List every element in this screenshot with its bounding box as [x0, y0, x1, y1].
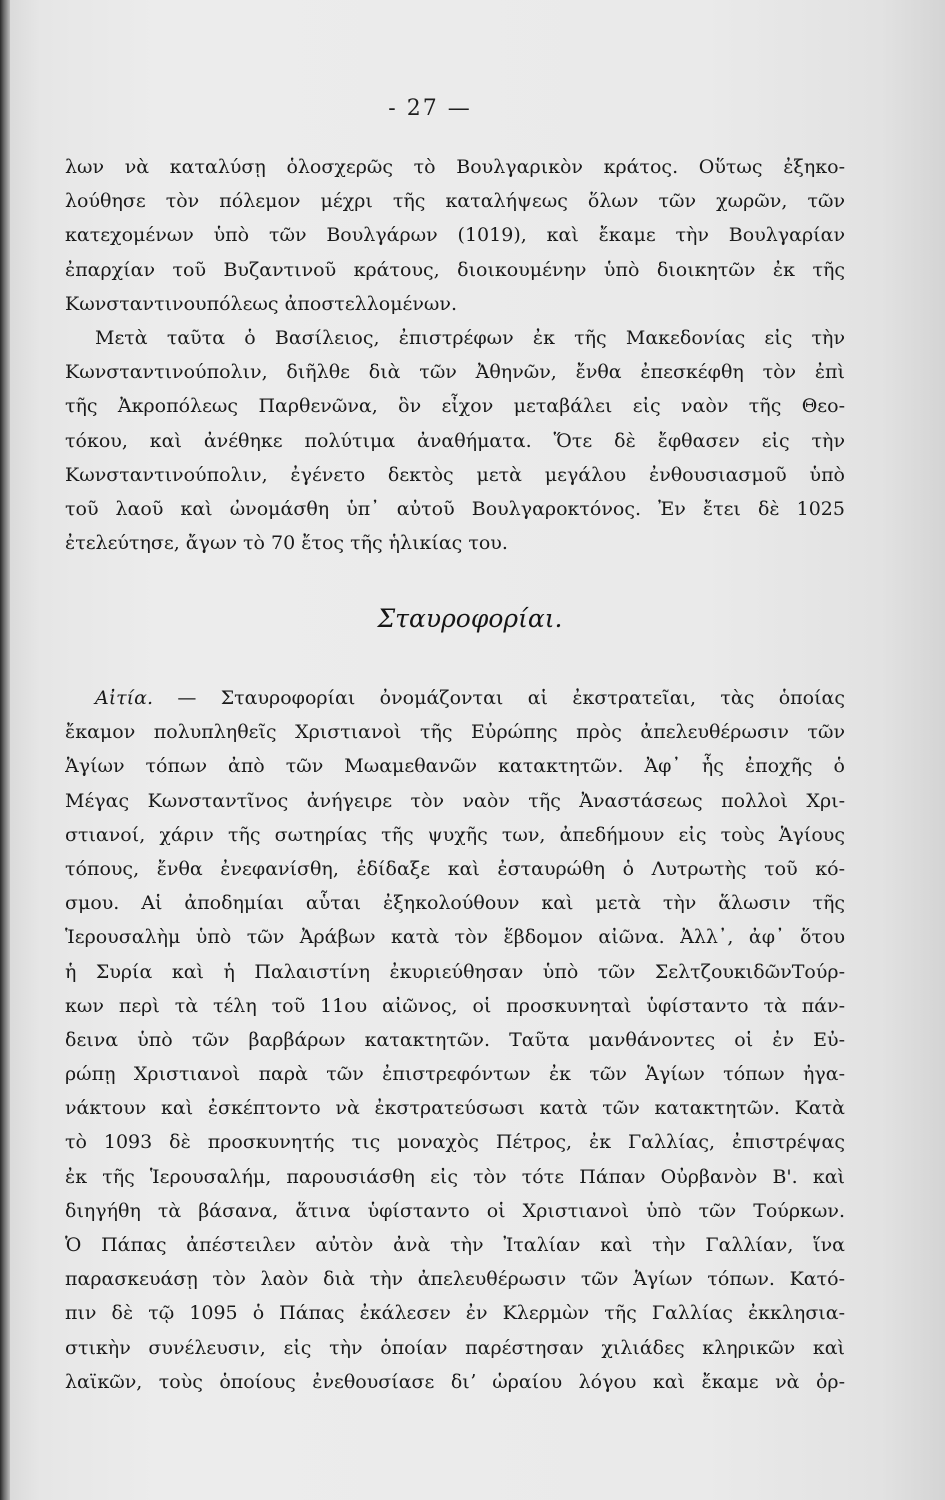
text-line: Κωνσταντινούπολιν, ἐγένετο δεκτὸς μετὰ μεγάλου ἐνθουσιασμοῦ ὑπὸ	[65, 463, 845, 486]
text-line: τόκου, καὶ ἀνέθηκε πολύτιμα ἀναθήματα. Ὅτε δὲ ἔφθασεν εἰς τὴν	[65, 429, 845, 452]
text-line: τόπους, ἔνθα ἐνεφανίσθη, ἐδίδαξε καὶ ἐσταυρώθη ὁ Λυτρωτὴς τοῦ κό-	[65, 857, 845, 880]
text-line: Ἱερουσαλὴμ ὑπὸ τῶν Ἀράβων κατὰ τὸν ἕβδομον αἰῶνα. Ἀλλ᾽, ἀφ᾽ ὅτου	[65, 926, 845, 949]
paragraph-lead-word: Αἰτία.	[95, 687, 154, 709]
text-line: Μέγας Κωνσταντῖνος ἀνήγειρε τὸν ναὸν τῆς Ἀναστάσεως πολλοὶ Χρι-	[65, 789, 845, 812]
text-line: σμου. Αἱ ἀποδημίαι αὗται ἐξηκολούθουν καὶ μετὰ τὴν ἅλωσιν τῆς	[65, 892, 845, 915]
text-line: διηγήθη τὰ βάσανα, ἅτινα ὑφίσταντο οἱ Χριστιανοὶ ὑπὸ τῶν Τούρκων.	[65, 1199, 845, 1222]
text-line: κατεχομένων ὑπὸ τῶν Βουλγάρων (1019), καὶ ἔκαμε τὴν Βουλγαρίαν	[65, 224, 845, 247]
page-gutter-shadow	[0, 0, 10, 1500]
paragraph-crusades-cause	[65, 681, 845, 1399]
text-line: λων νὰ καταλύσῃ ὁλοσχερῶς τὸ Βουλγαρικὸν κράτος. Οὕτως ἐξηκο-	[65, 156, 845, 178]
text-line: Κωνσταντινούπολιν, διῆλθε διὰ τῶν Ἀθηνῶν, ἔνθα ἐπεσκέφθη τὸν ἐπὶ	[65, 361, 845, 384]
text-line: Ὁ Πάπας ἀπέστειλεν αὐτὸν ἀνὰ τὴν Ἰταλίαν καὶ τὴν Γαλλίαν, ἵνα	[65, 1234, 845, 1256]
text-line: δεινα ὑπὸ τῶν βαρβάρων κατακτητῶν. Ταῦτα μανθάνοντες οἱ ἐν Εὐ-	[65, 1028, 845, 1051]
paragraph-basil-conquest	[65, 150, 845, 560]
text-line: ἡ Συρία καὶ ἡ Παλαιστίνη ἐκυριεύθησαν ὑπὸ τῶν ΣελτζουκιδῶνΤούρ-	[65, 960, 845, 983]
text-line: πιν δὲ τῷ 1095 ὁ Πάπας ἐκάλεσεν ἐν Κλερμὼν τῆς Γαλλίας ἐκκλησια-	[65, 1302, 845, 1325]
text-line: ἐτελεύτησε, ἄγων τὸ 70 ἔτος τῆς ἡλικίας του.	[65, 532, 508, 555]
section-heading: Σταυροφορίαι.	[377, 604, 563, 633]
text-line: στικὴν συνέλευσιν, εἰς τὴν ὁποίαν παρέστησαν χιλιάδες κληρικῶν καὶ	[65, 1336, 845, 1359]
text-line: ἐπαρχίαν τοῦ Βυζαντινοῦ κράτους, διοικουμένην ὑπὸ διοικητῶν ἐκ τῆς	[65, 258, 845, 281]
text-line: τῆς Ἀκροπόλεως Παρθενῶνα, ὃν εἶχον μεταβάλει εἰς ναὸν τῆς Θεο-	[65, 395, 845, 418]
text-line-rest: — Σταυροφορίαι ὀνομάζονται αἱ ἐκστρατεῖαι, τὰς ὁποίας	[153, 687, 845, 709]
text-line: στιανοί, χάριν τῆς σωτηρίας τῆς ψυχῆς των, ἀπεδήμουν εἰς τοὺς Ἁγίους	[65, 823, 845, 846]
text-line: ἔκαμον πολυπληθεῖς Χριστιανοὶ τῆς Εὐρώπης πρὸς ἀπελευθέρωσιν τῶν	[65, 721, 845, 744]
text-line: λαϊκῶν, τοὺς ὁποίους ἐνεθουσίασε διʼ ὡραίου λόγου καὶ ἔκαμε νὰ ὁρ-	[65, 1370, 845, 1393]
text-line: τοῦ λαοῦ καὶ ὠνομάσθη ὑπ᾽ αὐτοῦ Βουλγαροκτόνος. Ἐν ἔτει δὲ 1025	[65, 497, 845, 520]
text-line	[65, 681, 845, 715]
text-line: Κωνσταντινουπόλεως ἀποστελλομένων.	[65, 292, 458, 315]
text-line: ἐκ τῆς Ἱερουσαλήμ, παρουσιάσθη εἰς τὸν τότε Πάπαν Οὐρβανὸν Β'. καὶ	[65, 1165, 845, 1188]
text-line: Μετὰ ταῦτα ὁ Βασίλειος, ἐπιστρέφων ἐκ τῆς Μακεδονίας εἰς τὴν	[95, 326, 845, 349]
text-line: παρασκευάσῃ τὸν λαὸν διὰ τὴν ἀπελευθέρωσιν τῶν Ἁγίων τόπων. Κατό-	[65, 1268, 845, 1291]
text-line: Ἁγίων τόπων ἀπὸ τῶν Μωαμεθανῶν κατακτητῶν. Ἀφ᾽ ἧς ἐποχῆς ὁ	[65, 755, 845, 778]
page-number: - 27 —	[388, 96, 472, 121]
text-line: κων περὶ τὰ τέλη τοῦ 11ου αἰῶνος, οἱ προσκυνηταὶ ὑφίσταντο τὰ πάν-	[65, 994, 845, 1017]
text-line: ρώπῃ Χριστιανοὶ παρὰ τῶν ἐπιστρεφόντων ἐκ τῶν Ἁγίων τόπων ἠγα-	[65, 1063, 845, 1086]
text-line: λούθησε τὸν πόλεμον μέχρι τῆς καταλήψεως ὅλων τῶν χωρῶν, τῶν	[65, 190, 845, 213]
text-line: τὸ 1093 δὲ προσκυνητής τις μοναχὸς Πέτρος, ἐκ Γαλλίας, ἐπιστρέψας	[65, 1131, 845, 1154]
text-line: νάκτουν καὶ ἐσκέπτοντο νὰ ἐκστρατεύσωσι κατὰ τῶν κατακτητῶν. Κατὰ	[65, 1097, 845, 1120]
